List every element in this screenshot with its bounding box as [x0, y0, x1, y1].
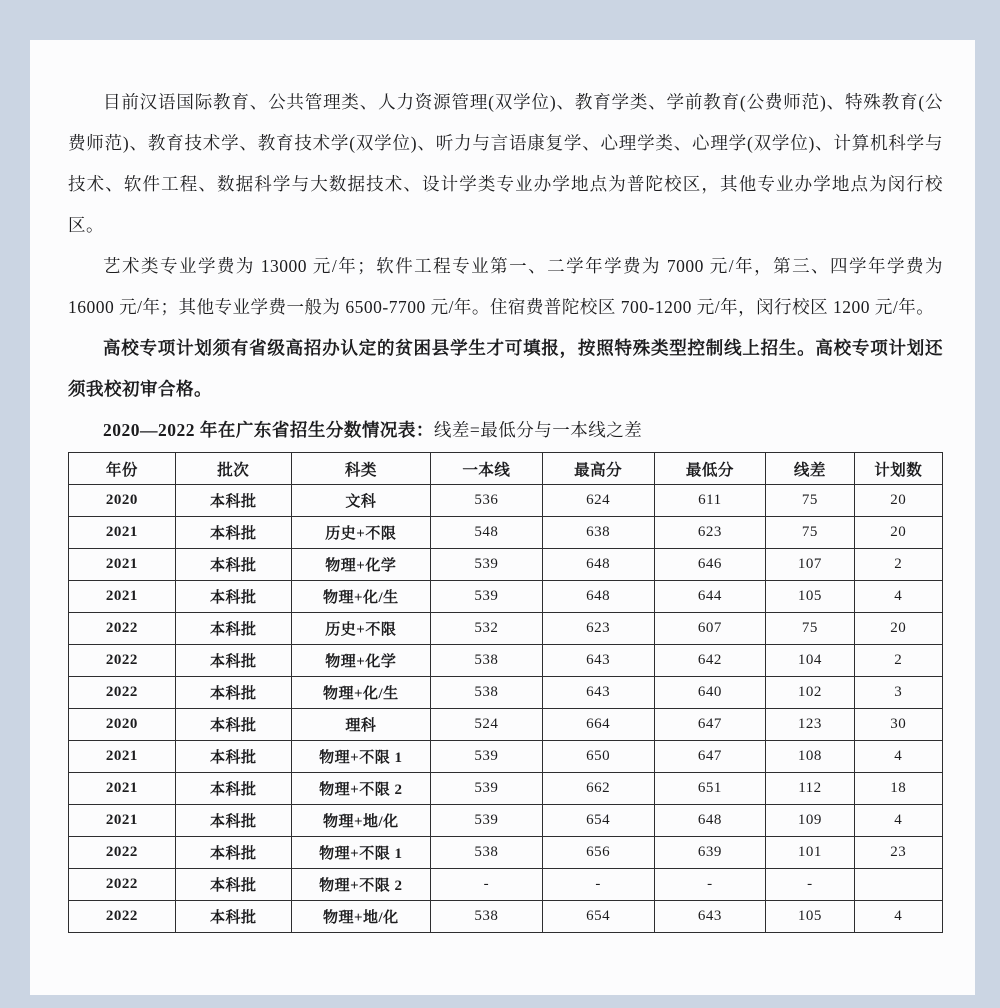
table-cell: 607 [654, 613, 766, 645]
table-header-cell: 最低分 [654, 453, 766, 485]
table-cell: 538 [431, 645, 543, 677]
table-cell: 本科批 [175, 517, 291, 549]
table-cell: 107 [766, 549, 854, 581]
table-cell: 102 [766, 677, 854, 709]
table-row [69, 613, 943, 645]
table-cell: 2021 [69, 741, 176, 773]
table-cell: 本科批 [175, 645, 291, 677]
table-cell: 20 [854, 613, 942, 645]
table-header-cell: 年份 [69, 453, 176, 485]
table-cell: 物理+化学 [291, 549, 430, 581]
table-cell: 30 [854, 709, 942, 741]
table-cell: 物理+地/化 [291, 805, 430, 837]
table-cell: 2022 [69, 613, 176, 645]
table-cell: 18 [854, 773, 942, 805]
table-cell: 524 [431, 709, 543, 741]
table-cell: 2021 [69, 805, 176, 837]
table-cell: 本科批 [175, 549, 291, 581]
table-row [69, 773, 943, 805]
table-cell: 20 [854, 517, 942, 549]
table-cell: 611 [654, 485, 766, 517]
table-row [69, 869, 943, 901]
table-cell: 640 [654, 677, 766, 709]
table-cell: 本科批 [175, 773, 291, 805]
table-cell: 本科批 [175, 613, 291, 645]
table-cell: 2022 [69, 837, 176, 869]
table-cell: 2021 [69, 549, 176, 581]
table-cell: 2021 [69, 773, 176, 805]
table-cell: 2022 [69, 901, 176, 933]
table-cell: 2 [854, 645, 942, 677]
table-cell: 539 [431, 549, 543, 581]
table-cell: 本科批 [175, 805, 291, 837]
table-cell: 物理+化/生 [291, 677, 430, 709]
table-cell: 647 [654, 709, 766, 741]
table-cell: - [766, 869, 854, 901]
table-title-note: 线差=最低分与一本线之差 [433, 420, 643, 440]
table-cell: 623 [542, 613, 654, 645]
table-row [69, 805, 943, 837]
table-cell: 644 [654, 581, 766, 613]
table-row [69, 837, 943, 869]
table-cell: 654 [542, 805, 654, 837]
table-cell: 536 [431, 485, 543, 517]
table-cell: 643 [542, 677, 654, 709]
table-cell: 本科批 [175, 837, 291, 869]
table-cell: 物理+地/化 [291, 901, 430, 933]
table-cell: 548 [431, 517, 543, 549]
table-cell: 538 [431, 837, 543, 869]
table-cell: 文科 [291, 485, 430, 517]
table-cell: 历史+不限 [291, 613, 430, 645]
table-cell: 本科批 [175, 485, 291, 517]
table-row [69, 581, 943, 613]
table-cell: 112 [766, 773, 854, 805]
paragraph-campus-locations: 目前汉语国际教育、公共管理类、人力资源管理(双学位)、教育学类、学前教育(公费师范)、特殊教育(公费师范)、教育技术学、教育技术学(双学位)、听力与言语康复学、心理学类、心理学(双学位)、计算机科学与技术、软件工程、数据科学与大数据技术、设计学类专业办学地点为普陀校区，其他专业办学地点为闵行校区。 [68, 92, 943, 235]
table-cell: 664 [542, 709, 654, 741]
table-cell: 物理+不限 1 [291, 837, 430, 869]
table-header-cell: 科类 [291, 453, 430, 485]
table-cell: 123 [766, 709, 854, 741]
table-cell: 105 [766, 581, 854, 613]
table-cell: 624 [542, 485, 654, 517]
table-header-row [69, 453, 943, 485]
table-cell: 本科批 [175, 869, 291, 901]
table-row [69, 517, 943, 549]
table-cell: 646 [654, 549, 766, 581]
table-cell: 4 [854, 901, 942, 933]
table-cell: 647 [654, 741, 766, 773]
table-cell: 2020 [69, 485, 176, 517]
table-cell: 2020 [69, 709, 176, 741]
table-cell: 4 [854, 741, 942, 773]
table-cell: 2021 [69, 517, 176, 549]
table-row [69, 677, 943, 709]
table-cell: 104 [766, 645, 854, 677]
table-cell: 2022 [69, 677, 176, 709]
table-cell: 理科 [291, 709, 430, 741]
table-cell: 物理+不限 2 [291, 773, 430, 805]
table-cell: 648 [542, 549, 654, 581]
table-cell: 643 [654, 901, 766, 933]
table-cell: 2021 [69, 581, 176, 613]
table-cell: 539 [431, 741, 543, 773]
table-cell: 4 [854, 581, 942, 613]
table-cell: 物理+化学 [291, 645, 430, 677]
score-table [68, 452, 943, 933]
table-row [69, 741, 943, 773]
table-cell: 648 [542, 581, 654, 613]
table-cell: 2022 [69, 645, 176, 677]
table-row [69, 485, 943, 517]
table-cell: 642 [654, 645, 766, 677]
table-cell: 历史+不限 [291, 517, 430, 549]
table-cell: 648 [654, 805, 766, 837]
table-cell: 23 [854, 837, 942, 869]
table-cell: 532 [431, 613, 543, 645]
table-cell: 108 [766, 741, 854, 773]
table-cell: 538 [431, 677, 543, 709]
table-cell: 物理+化/生 [291, 581, 430, 613]
table-cell: 75 [766, 517, 854, 549]
table-row [69, 549, 943, 581]
score-table-body [69, 485, 943, 933]
table-cell: 539 [431, 805, 543, 837]
table-title [68, 410, 943, 450]
table-row [69, 901, 943, 933]
table-cell: 2022 [69, 869, 176, 901]
table-row [69, 709, 943, 741]
table-cell: 本科批 [175, 741, 291, 773]
table-cell: 20 [854, 485, 942, 517]
table-cell: 105 [766, 901, 854, 933]
table-header-cell: 批次 [175, 453, 291, 485]
table-cell: 539 [431, 773, 543, 805]
table-cell [854, 869, 942, 901]
table-cell: 662 [542, 773, 654, 805]
document-sheet [30, 40, 975, 995]
table-title-main: 2020—2022 年在广东省招生分数情况表： [103, 420, 434, 440]
paragraph-tuition-fees: 艺术类专业学费为 13000 元/年；软件工程专业第一、二学年学费为 7000 元/年，第三、四学年学费为 16000 元/年；其他专业学费一般为 6500-7700 元/年。住宿费普陀校区 700-1200 元/年，闵行校区 1200 元/年。 [68, 256, 943, 317]
table-cell: 651 [654, 773, 766, 805]
table-header-cell: 计划数 [854, 453, 942, 485]
table-cell: 539 [431, 581, 543, 613]
table-cell: 4 [854, 805, 942, 837]
table-cell: 本科批 [175, 581, 291, 613]
table-cell: - [542, 869, 654, 901]
table-cell: 656 [542, 837, 654, 869]
table-cell: 101 [766, 837, 854, 869]
table-cell: - [654, 869, 766, 901]
table-cell: 物理+不限 2 [291, 869, 430, 901]
table-cell: 109 [766, 805, 854, 837]
table-header-cell: 一本线 [431, 453, 543, 485]
table-cell: 538 [431, 901, 543, 933]
paragraph-special-plan: 高校专项计划须有省级高招办认定的贫困县学生才可填报，按照特殊类型控制线上招生。高校专项计划还须我校初审合格。 [68, 338, 943, 399]
table-header-cell: 线差 [766, 453, 854, 485]
table-cell: 654 [542, 901, 654, 933]
table-cell: 638 [542, 517, 654, 549]
table-cell: 639 [654, 837, 766, 869]
table-cell: 623 [654, 517, 766, 549]
table-cell: 643 [542, 645, 654, 677]
table-cell: 2 [854, 549, 942, 581]
table-cell: 75 [766, 485, 854, 517]
table-cell: 650 [542, 741, 654, 773]
table-header-cell: 最高分 [542, 453, 654, 485]
table-cell: 物理+不限 1 [291, 741, 430, 773]
table-cell: 本科批 [175, 709, 291, 741]
table-cell: 3 [854, 677, 942, 709]
table-row [69, 645, 943, 677]
table-cell: 本科批 [175, 901, 291, 933]
table-cell: 75 [766, 613, 854, 645]
table-cell: 本科批 [175, 677, 291, 709]
table-cell: - [431, 869, 543, 901]
